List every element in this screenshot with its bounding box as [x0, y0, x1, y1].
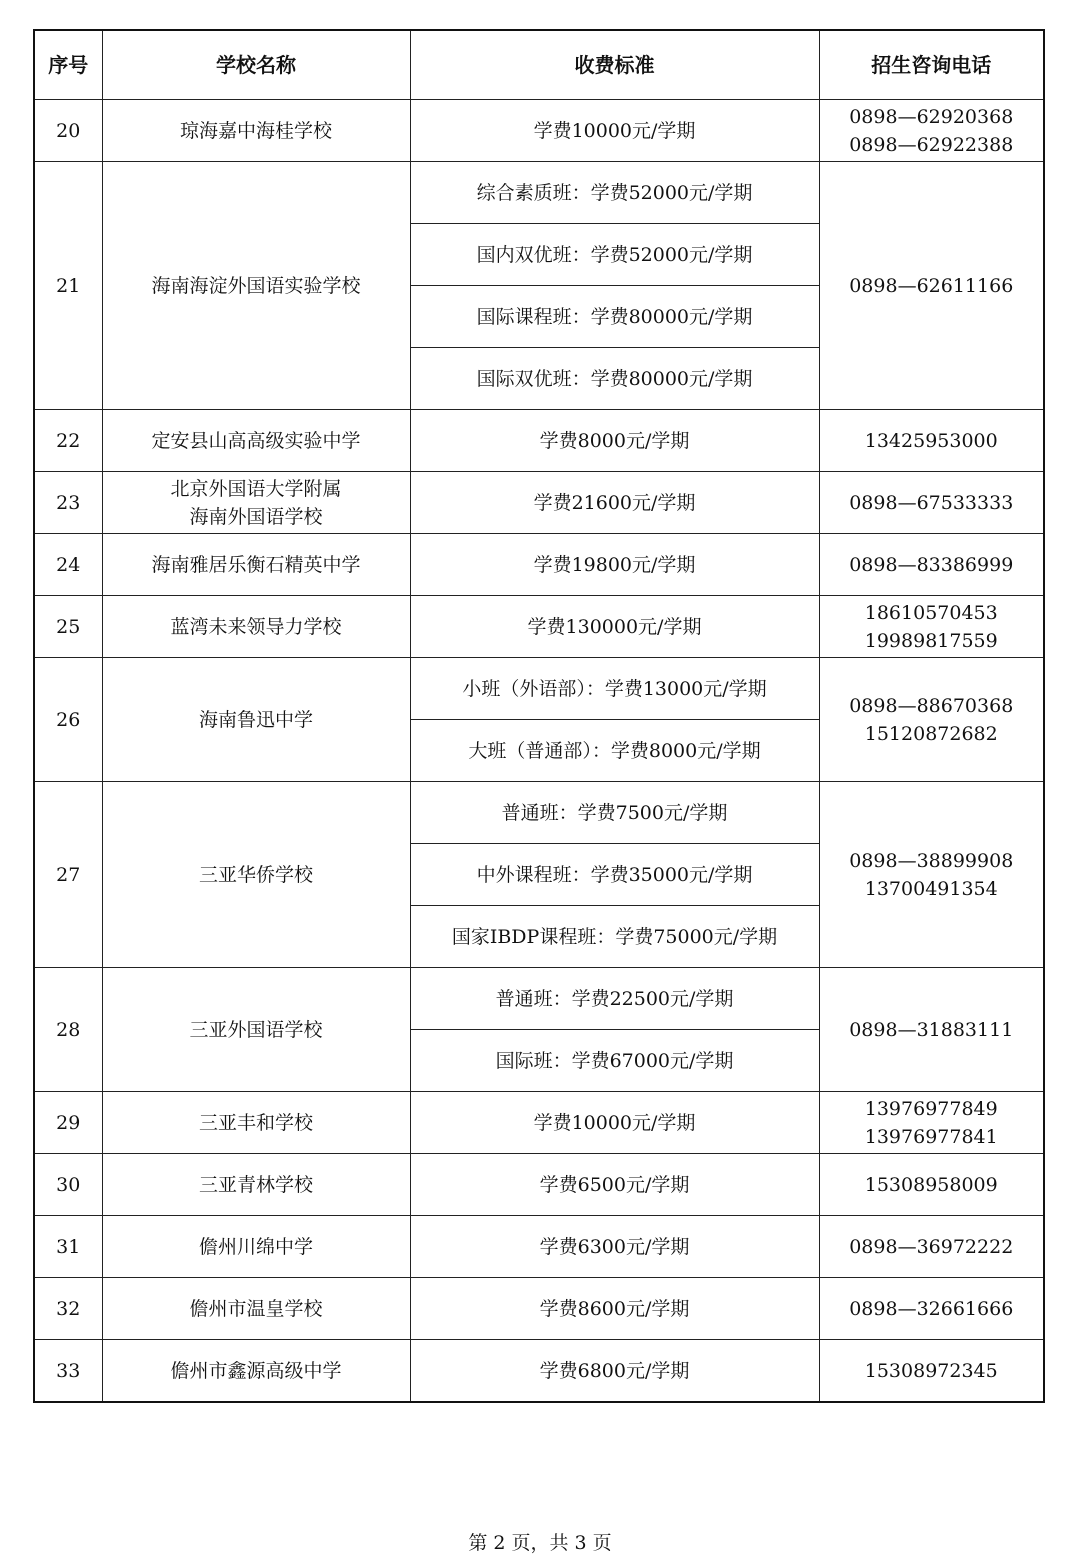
school-name: 三亚外国语学校 [102, 968, 410, 1092]
table-row [34, 1216, 1044, 1278]
row-index: 24 [34, 534, 102, 596]
fee-standard: 学费6800元/学期 [410, 1340, 819, 1403]
phone-number: 15308972345 [864, 1359, 998, 1382]
school-name-line: 海南外国语学校 [189, 505, 323, 528]
footer-page-number: 2 [493, 1532, 506, 1554]
fee-standard: 国家IBDP课程班：学费75000元/学期 [410, 906, 819, 968]
phone-number: 0898—67533333 [849, 491, 1014, 514]
header-school: 学校名称 [102, 30, 410, 100]
table-row [34, 1092, 1044, 1154]
header-index: 序号 [34, 30, 102, 100]
fee-standard: 小班（外语部）：学费13000元/学期 [410, 658, 819, 720]
phone-number: 0898—62920368 [849, 105, 1014, 128]
phone-cell [819, 410, 1044, 472]
phone-number: 0898—31883111 [849, 1018, 1014, 1041]
table-row [34, 1340, 1044, 1403]
phone-number: 13976977849 [864, 1097, 998, 1120]
footer-mid: 页，共 [511, 1532, 569, 1554]
footer-prefix: 第 [468, 1532, 488, 1554]
school-name: 定安县山高高级实验中学 [102, 410, 410, 472]
table-row [34, 410, 1044, 472]
row-index: 31 [34, 1216, 102, 1278]
phone-number: 13976977841 [864, 1125, 998, 1148]
fee-standard: 国内双优班：学费52000元/学期 [410, 224, 819, 286]
fee-standard: 学费6500元/学期 [410, 1154, 819, 1216]
school-name: 海南雅居乐衡石精英中学 [102, 534, 410, 596]
row-index: 33 [34, 1340, 102, 1403]
phone-cell [819, 1216, 1044, 1278]
footer-suffix: 页 [592, 1532, 612, 1554]
fee-standard: 综合素质班：学费52000元/学期 [410, 162, 819, 224]
fee-standard: 学费10000元/学期 [410, 1092, 819, 1154]
school-name: 儋州市鑫源高级中学 [102, 1340, 410, 1403]
school-name: 海南鲁迅中学 [102, 658, 410, 782]
row-index: 25 [34, 596, 102, 658]
fee-standard: 学费8600元/学期 [410, 1278, 819, 1340]
row-index: 29 [34, 1092, 102, 1154]
fee-standard: 中外课程班：学费35000元/学期 [410, 844, 819, 906]
phone-cell [819, 1092, 1044, 1154]
table-row [34, 534, 1044, 596]
phone-cell [819, 596, 1044, 658]
phone-number: 0898—36972222 [849, 1235, 1014, 1258]
school-name: 海南海淀外国语实验学校 [102, 162, 410, 410]
phone-number: 15308958009 [864, 1173, 998, 1196]
table-row [34, 472, 1044, 534]
phone-number: 0898—62611166 [849, 274, 1014, 297]
phone-number: 0898—83386999 [849, 553, 1014, 576]
table-row [34, 596, 1044, 658]
phone-cell [819, 1340, 1044, 1403]
row-index: 28 [34, 968, 102, 1092]
phone-cell [819, 162, 1044, 410]
phone-cell [819, 1278, 1044, 1340]
row-index: 26 [34, 658, 102, 782]
school-name: 儋州川绵中学 [102, 1216, 410, 1278]
school-name: 琼海嘉中海桂学校 [102, 100, 410, 162]
phone-cell [819, 100, 1044, 162]
phone-cell [819, 782, 1044, 968]
school-name: 三亚华侨学校 [102, 782, 410, 968]
header-fee: 收费标准 [410, 30, 819, 100]
school-name-line: 北京外国语大学附属 [170, 477, 342, 500]
phone-number: 15120872682 [864, 722, 998, 745]
table-body [34, 100, 1044, 1403]
table-row [34, 782, 1044, 844]
header-phone: 招生咨询电话 [819, 30, 1044, 100]
fee-standard: 国际课程班：学费80000元/学期 [410, 286, 819, 348]
table-row [34, 968, 1044, 1030]
row-index: 20 [34, 100, 102, 162]
fee-standard: 学费130000元/学期 [410, 596, 819, 658]
phone-cell [819, 534, 1044, 596]
school-name: 三亚丰和学校 [102, 1092, 410, 1154]
table-row [34, 162, 1044, 224]
row-index: 27 [34, 782, 102, 968]
phone-cell [819, 472, 1044, 534]
phone-cell [819, 1154, 1044, 1216]
fee-standard: 学费19800元/学期 [410, 534, 819, 596]
phone-cell [819, 658, 1044, 782]
fee-standard: 国际双优班：学费80000元/学期 [410, 348, 819, 410]
phone-number: 0898—88670368 [849, 694, 1014, 717]
phone-number: 0898—38899908 [849, 849, 1014, 872]
table-row [34, 100, 1044, 162]
phone-number: 0898—32661666 [849, 1297, 1014, 1320]
phone-number: 0898—62922388 [849, 133, 1014, 156]
table-row [34, 1154, 1044, 1216]
table-header-row [34, 30, 1044, 100]
phone-number: 13425953000 [864, 429, 998, 452]
phone-number: 19989817559 [864, 629, 998, 652]
row-index: 21 [34, 162, 102, 410]
fee-standard: 学费21600元/学期 [410, 472, 819, 534]
row-index: 30 [34, 1154, 102, 1216]
fee-table [33, 29, 1045, 1403]
fee-standard: 学费6300元/学期 [410, 1216, 819, 1278]
phone-number: 18610570453 [864, 601, 998, 624]
phone-cell [819, 968, 1044, 1092]
footer-total-pages: 3 [574, 1532, 587, 1554]
school-name: 儋州市温皇学校 [102, 1278, 410, 1340]
row-index: 22 [34, 410, 102, 472]
school-name [102, 472, 410, 534]
table-row [34, 1278, 1044, 1340]
phone-number: 13700491354 [864, 877, 998, 900]
page-footer [0, 1528, 1080, 1555]
school-name: 三亚青林学校 [102, 1154, 410, 1216]
row-index: 32 [34, 1278, 102, 1340]
fee-standard: 大班（普通部）：学费8000元/学期 [410, 720, 819, 782]
fee-standard: 普通班：学费22500元/学期 [410, 968, 819, 1030]
fee-standard: 国际班：学费67000元/学期 [410, 1030, 819, 1092]
fee-standard: 学费10000元/学期 [410, 100, 819, 162]
row-index: 23 [34, 472, 102, 534]
school-name: 蓝湾未来领导力学校 [102, 596, 410, 658]
table-row [34, 658, 1044, 720]
fee-standard: 学费8000元/学期 [410, 410, 819, 472]
fee-standard: 普通班：学费7500元/学期 [410, 782, 819, 844]
